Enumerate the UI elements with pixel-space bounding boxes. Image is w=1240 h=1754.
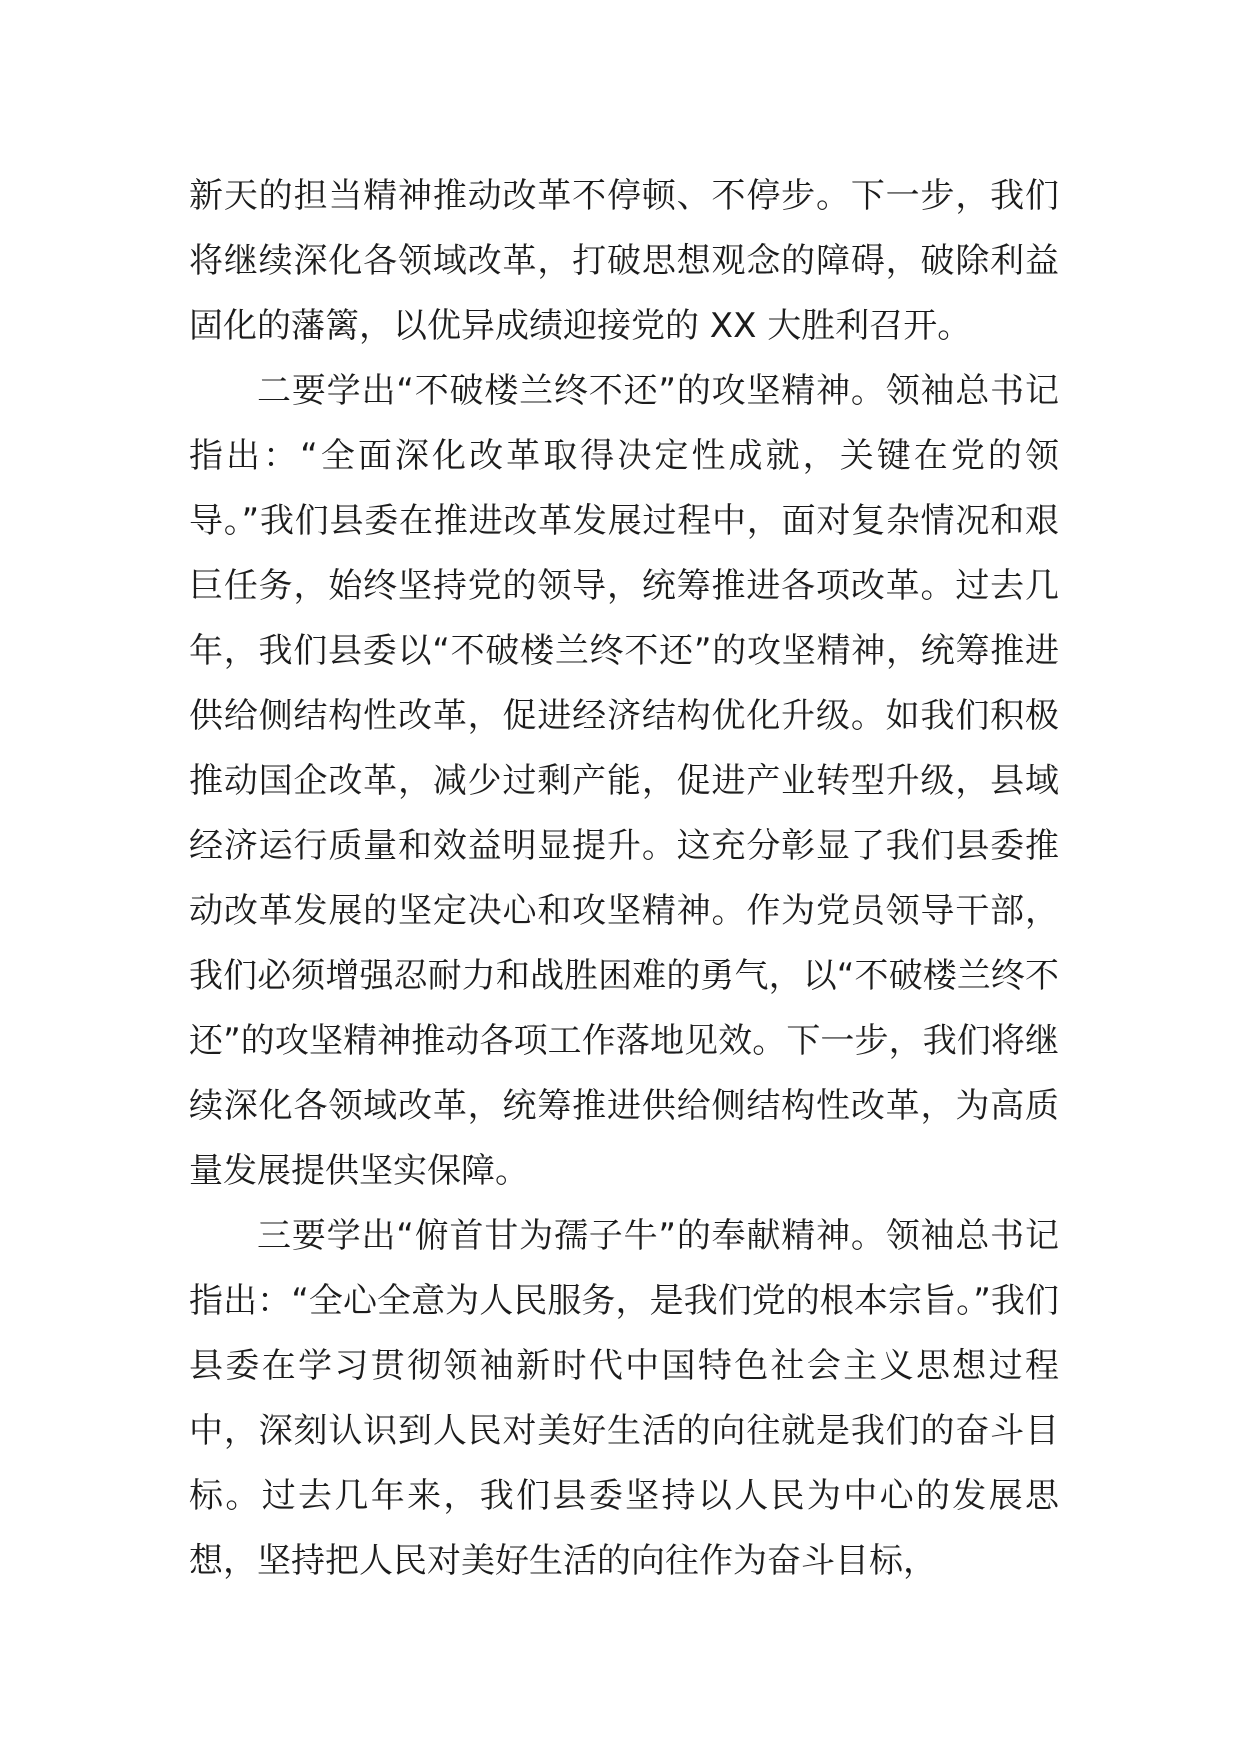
paragraph-third-point: 三要学出“俯首甘为孺子牛”的奉献精神。领袖总书记指出：“全心全意为人民服务，是我们党的根本宗旨。”我们县委在学习贯彻领袖新时代中国特色社会主义思想过程中，深刻认识到人民对美好生活的向往就是我们的奋斗目标。过去几年来，我们县委坚持以人民为中心的发展思想，坚持把人民对美好生活的向往作为奋斗目标， bbox=[189, 1216, 1059, 1581]
paragraph-continued: 新天的担当精神推动改革不停顿、不停步。下一步，我们将继续深化各领域改革，打破思想观念的障碍，破除利益固化的藩篱，以优异成绩迎接党的 XX 大胜利召开。 bbox=[189, 176, 1059, 346]
document-body bbox=[189, 164, 1059, 1594]
paragraph-second-point: 二要学出“不破楼兰终不还”的攻坚精神。领袖总书记指出：“全面深化改革取得决定性成就，关键在党的领导。”我们县委在推进改革发展过程中，面对复杂情况和艰巨任务，始终坚持党的领导，统筹推进各项改革。过去几年，我们县委以“不破楼兰终不还”的攻坚精神，统筹推进供给侧结构性改革，促进经济结构优化升级。如我们积极推动国企改革，减少过剩产能，促进产业转型升级，县域经济运行质量和效益明显提升。这充分彰显了我们县委推动改革发展的坚定决心和攻坚精神。作为党员领导干部，我们必须增强忍耐力和战胜困难的勇气，以“不破楼兰终不还”的攻坚精神推动各项工作落地见效。下一步，我们将继续深化各领域改革，统筹推进供给侧结构性改革，为高质量发展提供坚实保障。 bbox=[189, 371, 1059, 1191]
